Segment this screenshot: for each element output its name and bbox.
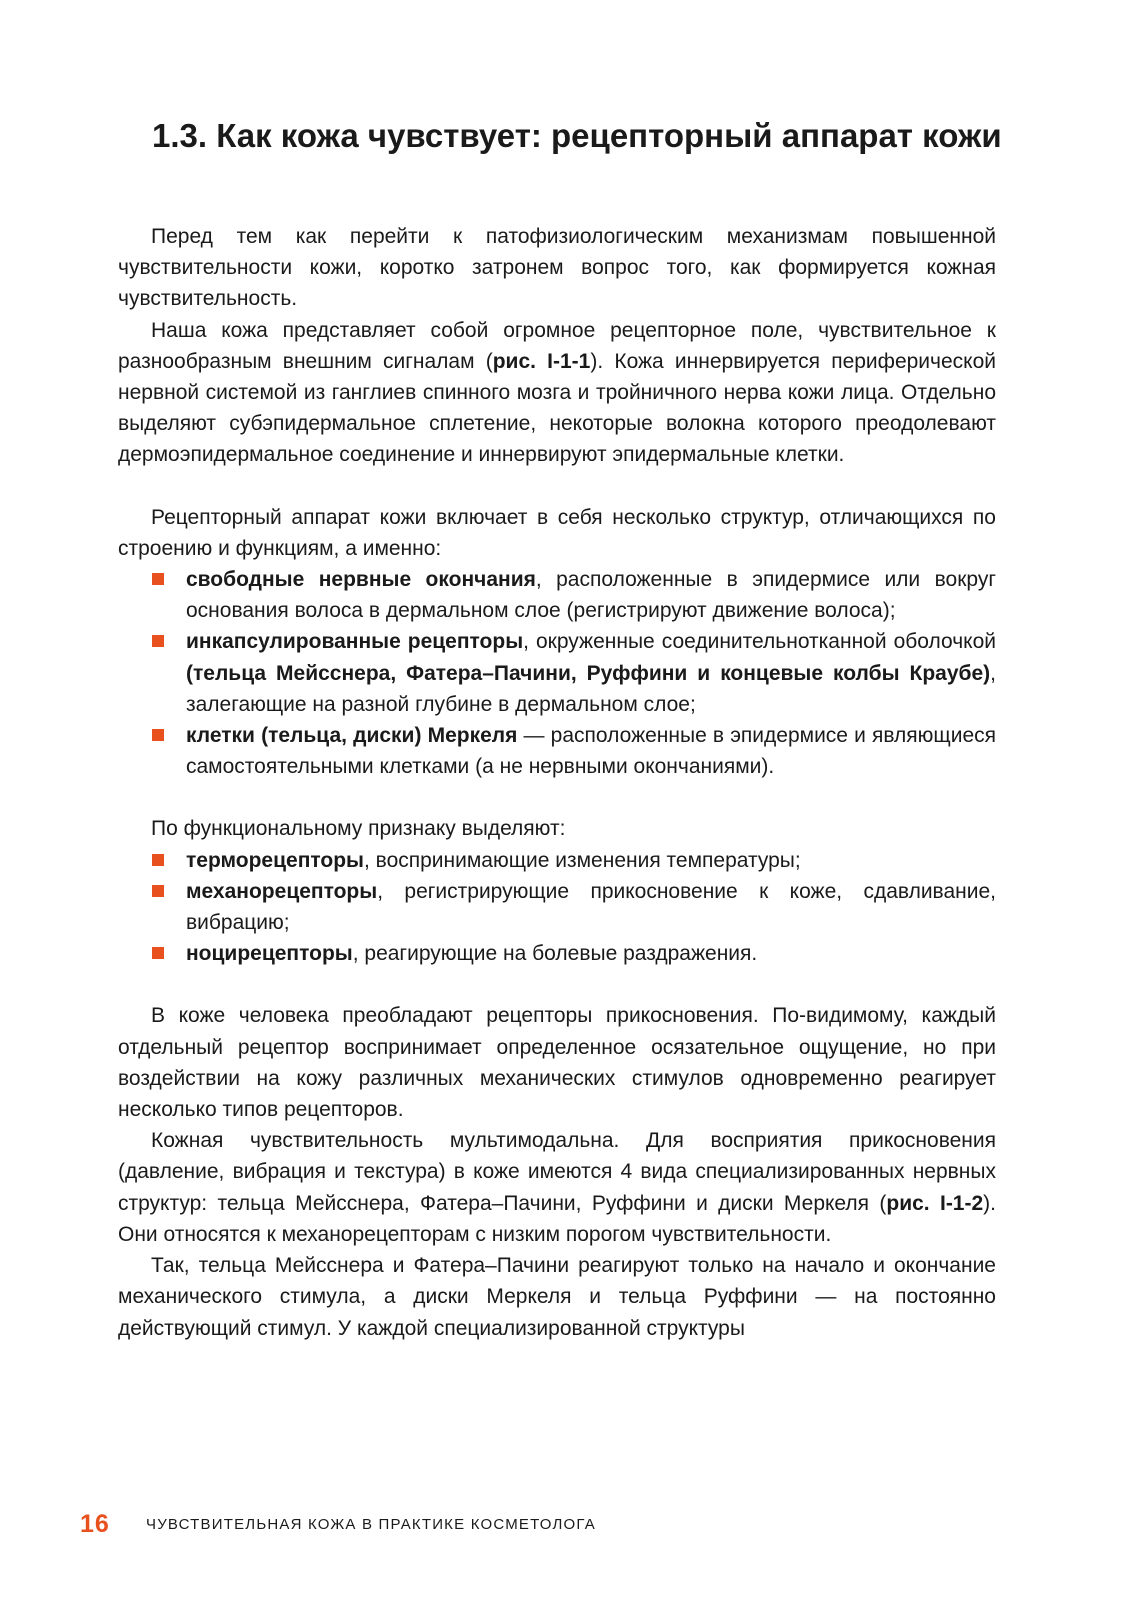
running-title: ЧУВСТВИТЕЛЬНАЯ КОЖА В ПРАКТИКЕ КОСМЕТОЛОГА bbox=[146, 1516, 596, 1533]
page-number: 16 bbox=[80, 1510, 110, 1538]
receptor-types-list bbox=[118, 845, 996, 970]
list-item: инкапсулированные рецепторы, окруженные соединительнотканной оболочкой (тельца Мейсснера, Фатера–Пачини, Руффини и концевые колбы Краубе), залегающие на разной глубине в дермальном слое; bbox=[186, 626, 996, 720]
list-item: клетки (тельца, диски) Меркеля — расположенные в эпидермисе и являющиеся самостоятельными клетками (а не нервными окончаниями). bbox=[186, 720, 996, 782]
list-item: ноцирецепторы, реагирующие на болевые раздражения. bbox=[186, 938, 996, 969]
list-item: терморецепторы, воспринимающие изменения температуры; bbox=[186, 845, 996, 876]
paragraph-intro: Перед тем как перейти к патофизиологическим механизмам повышенной чувствительности кожи, коротко затронем вопрос того, как формируется кожная чувствительность. bbox=[118, 225, 996, 311]
square-bullet-icon bbox=[152, 729, 164, 741]
section-heading: 1.3. Как кожа чувствует: рецепторный аппарат кожи bbox=[152, 117, 1002, 154]
paragraph-structures: Рецепторный аппарат кожи включает в себя несколько структур, отличающихся по строению и функциям, а именно: bbox=[118, 505, 996, 560]
square-bullet-icon bbox=[152, 573, 164, 585]
paragraph-receptor-field: Наша кожа представляет собой огромное рецепторное поле, чувствительное к разнообразным внешним сигналам (рис. I-1-1). Кожа иннервируется периферической нервной системой из ганглиев спинного мозга и тройничного нерва кожи лица. Отдельно выделяют субэпидермальное сплетение, некоторые волокна которого преодолевают дермоэпидермальное соединение и иннервируют эпидермальные клетки. bbox=[118, 318, 996, 467]
paragraph-touch: В коже человека преобладают рецепторы прикосновения. По-видимому, каждый отдельный рецептор воспринимает определенное осязательное ощущение, но при воздействии на кожу различных механических стимулов одновременно реагирует несколько типов рецепторов. bbox=[118, 1004, 996, 1122]
square-bullet-icon bbox=[152, 854, 164, 866]
structures-list bbox=[118, 564, 996, 782]
body-text bbox=[118, 221, 996, 1344]
square-bullet-icon bbox=[152, 635, 164, 647]
list-item: свободные нервные окончания, расположенные в эпидермисе или вокруг основания волоса в дермальном слое (регистрируют движение волоса); bbox=[186, 564, 996, 626]
square-bullet-icon bbox=[152, 947, 164, 959]
square-bullet-icon bbox=[152, 885, 164, 897]
page-footer bbox=[80, 1510, 1040, 1540]
figure-reference: рис. I-1-2 bbox=[886, 1191, 984, 1215]
figure-reference: рис. I-1-1 bbox=[492, 349, 591, 373]
paragraph-multimodal: Кожная чувствительность мультимодальна. Для восприятия прикосновения (давление, вибрация и текстура) в коже имеются 4 вида специализированных нервных структур: тельца Мейсснера, Фатера–Пачини, Руффини и диски Меркеля (рис. I-1-2). Они относятся к механорецепторам с низким порогом чувствительности. bbox=[118, 1129, 996, 1246]
paragraph-functional: По функциональному признаку выделяют: bbox=[151, 817, 566, 841]
paragraph-stimulus: Так, тельца Мейсснера и Фатера–Пачини реагируют только на начало и окончание механического стимула, а диски Меркеля и тельца Руффини — на постоянно действующий стимул. У каждой специализированной структуры bbox=[118, 1254, 996, 1340]
list-item: механорецепторы, регистрирующие прикосновение к коже, сдавливание, вибрацию; bbox=[186, 876, 996, 938]
